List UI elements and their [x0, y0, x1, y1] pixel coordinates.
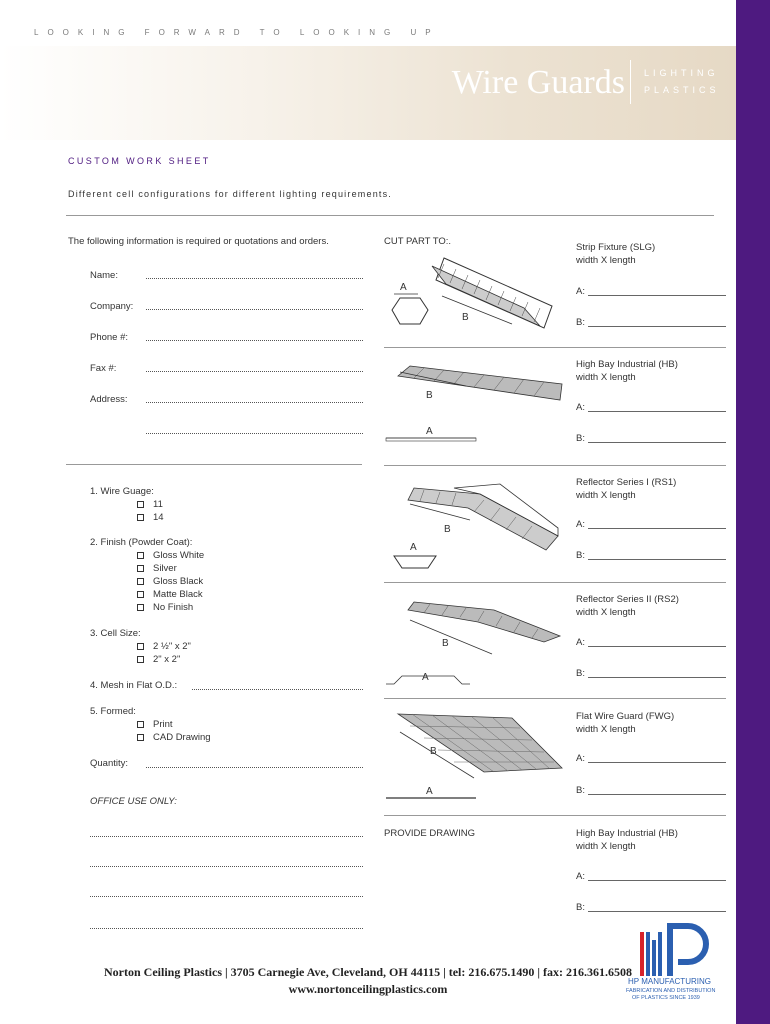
product-title: Flat Wire Guard (FWG) width X length [576, 711, 675, 735]
row-divider [384, 582, 726, 583]
checkbox[interactable] [137, 591, 144, 598]
fax-field[interactable] [146, 371, 363, 372]
product-title: High Bay Industrial (HB) width X length [576, 828, 678, 852]
dim-b-field[interactable] [588, 326, 726, 327]
brand-sub-plastics: PLASTICS [644, 85, 720, 95]
office-line-1[interactable] [90, 836, 363, 837]
finish-option-silver[interactable]: Silver [137, 563, 177, 574]
draw-label-b: B [426, 390, 433, 401]
finish-option-matte-black[interactable]: Matte Black [137, 589, 203, 600]
brand-title: Wire Guards [451, 64, 625, 101]
dim-b-field[interactable] [588, 911, 726, 912]
product-title: Reflector Series II (RS2) width X length [576, 594, 679, 618]
dim-b-label: B: [576, 902, 585, 913]
strip-fixture-drawing [384, 244, 564, 344]
dim-a-field[interactable] [588, 880, 726, 881]
checkbox[interactable] [137, 721, 144, 728]
draw-label-b: B [442, 638, 449, 649]
brand-sub-lighting: LIGHTING [644, 68, 719, 78]
product-title: Strip Fixture (SLG) width X length [576, 242, 656, 266]
fax-label: Fax #: [90, 363, 117, 374]
draw-label-a: A [426, 426, 433, 437]
dim-b-label: B: [576, 550, 585, 561]
intro-text: The following information is required or quotations and orders. [68, 236, 329, 247]
section-title: CUSTOM WORK SHEET [68, 156, 211, 166]
dim-a-label: A: [576, 402, 585, 413]
finish-option-gloss-white[interactable]: Gloss White [137, 550, 204, 561]
reflector-series-1-drawing [384, 474, 564, 574]
phone-label: Phone #: [90, 332, 129, 343]
draw-label-b: B [430, 746, 437, 757]
checkbox[interactable] [137, 734, 144, 741]
quantity-label: Quantity: [90, 758, 129, 769]
office-use-label: OFFICE USE ONLY: [90, 796, 177, 807]
checkbox[interactable] [137, 514, 144, 521]
finish-option-gloss-black[interactable]: Gloss Black [137, 576, 203, 587]
dim-a-label: A: [576, 637, 585, 648]
provide-drawing-label: PROVIDE DRAWING [384, 828, 475, 839]
address-field-1[interactable] [146, 402, 363, 403]
header-rule [66, 215, 714, 216]
row-divider [384, 815, 726, 816]
checkbox[interactable] [137, 656, 144, 663]
row-divider [384, 698, 726, 699]
office-line-4[interactable] [90, 928, 363, 929]
cell-option-1[interactable]: 2 ½" x 2" [137, 641, 191, 652]
phone-field[interactable] [146, 340, 363, 341]
draw-label-b: B [444, 524, 451, 535]
footer-address: Norton Ceiling Plastics | 3705 Carnegie Ave, Cleveland, OH 44115 | tel: 216.675.1490 | fax: 216.361.6508 [104, 965, 632, 979]
flat-wire-guard-drawing [384, 708, 564, 804]
row-divider [384, 347, 726, 348]
formed-option-print[interactable]: Print [137, 719, 173, 730]
checkbox[interactable] [137, 501, 144, 508]
checkbox[interactable] [137, 643, 144, 650]
company-label: Company: [90, 301, 134, 312]
checkbox[interactable] [137, 578, 144, 585]
draw-label-a: A [422, 672, 429, 683]
draw-label-a: A [400, 282, 407, 293]
name-field[interactable] [146, 278, 363, 279]
address-label: Address: [90, 394, 128, 405]
logo-line-1: HP MANUFACTURING [628, 977, 711, 986]
finish-option-no-finish[interactable]: No Finish [137, 602, 193, 613]
draw-label-b: B [462, 312, 469, 323]
company-field[interactable] [146, 309, 363, 310]
dim-b-label: B: [576, 785, 585, 796]
dim-b-label: B: [576, 317, 585, 328]
cut-part-label: CUT PART TO:. [384, 236, 452, 247]
wire-gauge-label: 1. Wire Guage: [90, 486, 154, 497]
dim-b-field[interactable] [588, 559, 726, 560]
logo-line-2: FABRICATION AND DISTRIBUTION [626, 988, 716, 994]
dim-b-label: B: [576, 668, 585, 679]
dim-a-field[interactable] [588, 762, 726, 763]
purple-side-bar [736, 0, 770, 1024]
finish-label: 2. Finish (Powder Coat): [90, 537, 193, 548]
dim-b-field[interactable] [588, 677, 726, 678]
cell-size-label: 3. Cell Size: [90, 628, 141, 639]
product-title: Reflector Series I (RS1) width X length [576, 477, 677, 501]
high-bay-drawing [384, 354, 564, 444]
row-divider [384, 465, 726, 466]
dim-a-field[interactable] [588, 528, 726, 529]
dim-a-label: A: [576, 519, 585, 530]
office-line-3[interactable] [90, 896, 363, 897]
dim-a-label: A: [576, 753, 585, 764]
name-label: Name: [90, 270, 118, 281]
left-divider [66, 464, 362, 465]
draw-label-a: A [410, 542, 417, 553]
dim-b-label: B: [576, 433, 585, 444]
gauge-option-14[interactable]: 14 [137, 512, 164, 523]
reflector-series-2-drawing [384, 592, 564, 688]
dim-a-field[interactable] [588, 646, 726, 647]
checkbox[interactable] [137, 565, 144, 572]
dim-b-field[interactable] [588, 794, 726, 795]
brand-divider [630, 60, 631, 104]
checkbox[interactable] [137, 604, 144, 611]
mesh-label: 4. Mesh in Flat O.D.: [90, 680, 178, 691]
office-line-2[interactable] [90, 866, 363, 867]
dim-a-label: A: [576, 871, 585, 882]
logo-line-3: OF PLASTICS SINCE 1939 [632, 995, 700, 1001]
gauge-option-11[interactable]: 11 [137, 499, 163, 510]
footer-website[interactable]: www.nortonceilingplastics.com [288, 982, 448, 996]
dim-a-label: A: [576, 286, 585, 297]
tagline: LOOKING FORWARD TO LOOKING UP [34, 28, 440, 37]
mesh-field[interactable] [192, 689, 363, 690]
formed-label: 5. Formed: [90, 706, 136, 717]
dim-a-field[interactable] [588, 295, 726, 296]
address-field-2[interactable] [146, 433, 363, 434]
header-band [0, 46, 736, 140]
product-title: High Bay Industrial (HB) width X length [576, 359, 678, 383]
checkbox[interactable] [137, 552, 144, 559]
subtitle: Different cell configurations for different lighting requirements. [68, 189, 392, 199]
quantity-field[interactable] [146, 767, 363, 768]
dim-a-field[interactable] [588, 411, 726, 412]
draw-label-a: A [426, 786, 433, 797]
dim-b-field[interactable] [588, 442, 726, 443]
cell-option-2[interactable]: 2" x 2" [137, 654, 180, 665]
formed-option-cad[interactable]: CAD Drawing [137, 732, 211, 743]
